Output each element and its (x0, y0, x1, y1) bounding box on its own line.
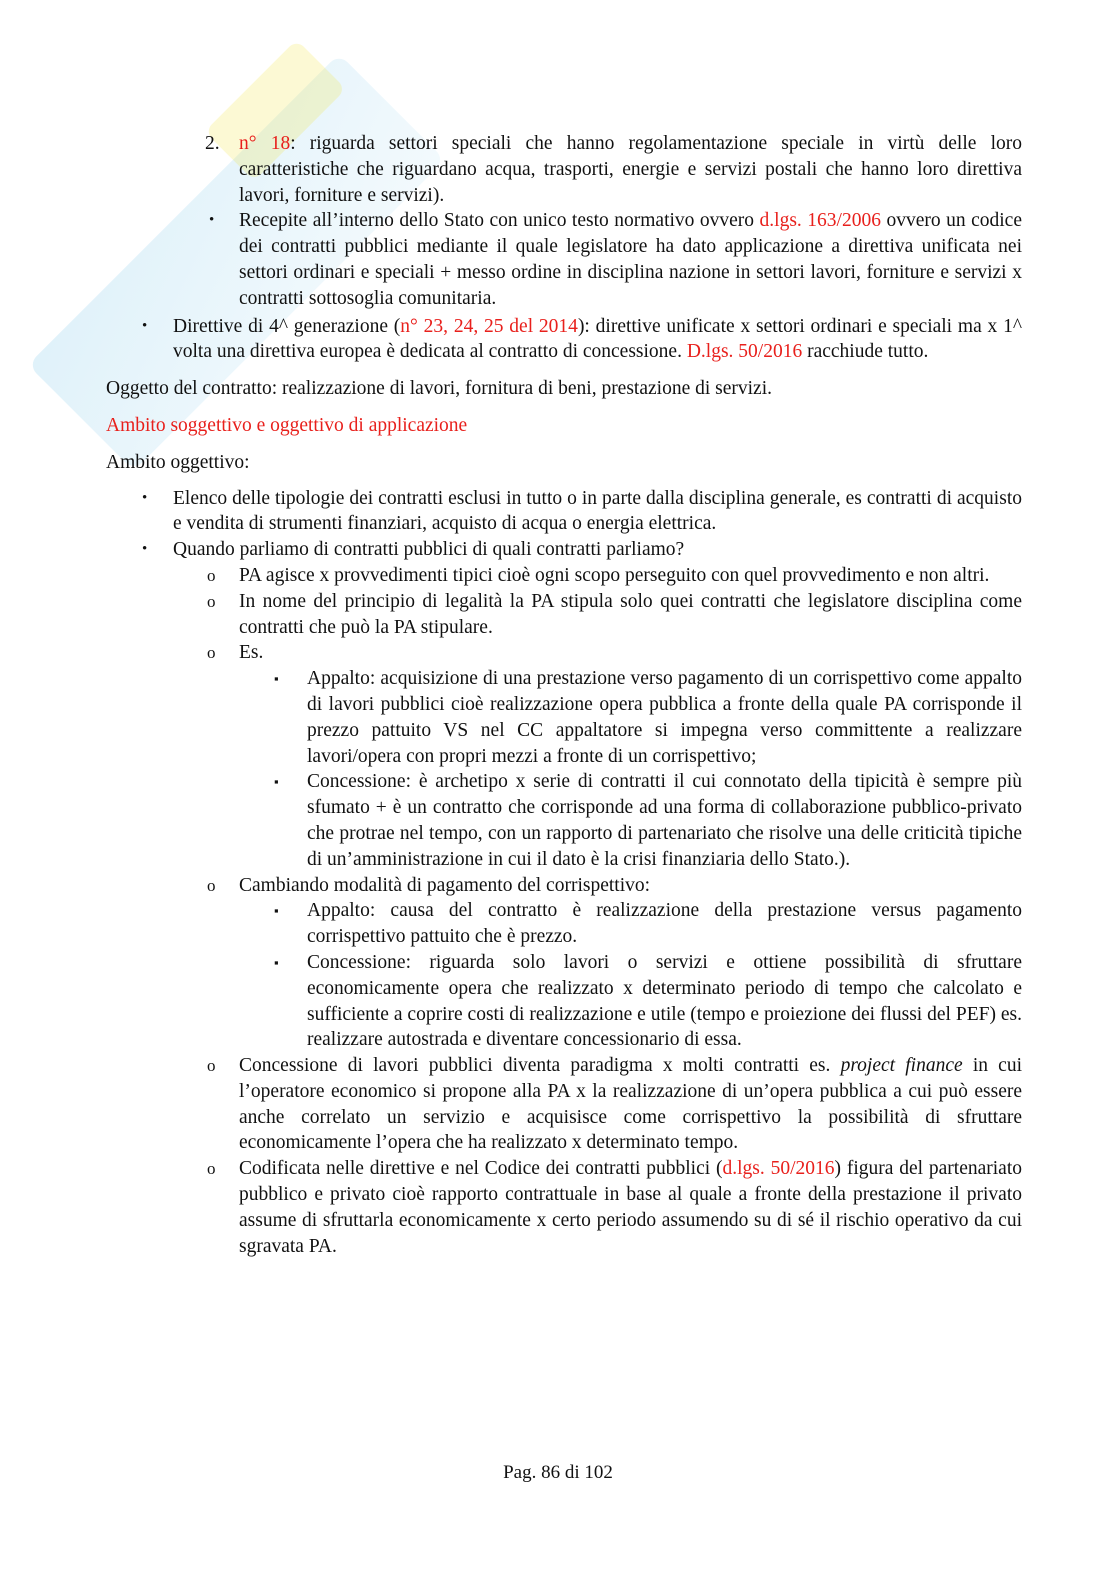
item-text-cont: ): direttive unificate x settori ordinari e speciali ma x 1^ volta una direttiva europea è dedicata al contratto di concessione. (173, 315, 1022, 363)
list-number: 2. (205, 133, 220, 154)
bullet-item-quando (106, 537, 1022, 563)
circle-marker: o (207, 591, 216, 611)
square-item-appalto (106, 666, 1022, 769)
item-text: PA agisce x provvedimenti tipici cioè ogni scopo perseguito con quel provvedimento e non altri. (239, 564, 990, 586)
bullet-item-elenco (106, 486, 1022, 538)
item-text: Direttive di 4^ generazione ( (173, 315, 401, 337)
item-text-cont: ovvero un codice dei contratti pubblici mediante il quale legislatore ha dato applicazione a direttiva unificata nei settori ordinari e speciali + messo ordine in disciplina nazione in settori lavori, forniture e servizi x contratti sottosoglia comunitaria. (239, 210, 1022, 309)
bullet-marker: • (142, 489, 148, 506)
square-marker: ▪ (274, 774, 279, 790)
circle-marker: o (207, 1159, 216, 1179)
law-reference: D.lgs. 50/2016 (686, 341, 803, 363)
item-text: Appalto: causa del contratto è realizzazione della prestazione versus pagamento corrispettivo pattuito che è prezzo. (307, 900, 1022, 948)
law-reference: d.lgs. 163/2006 (759, 210, 881, 232)
paragraph-ambito-oggettivo: Ambito oggettivo: (106, 451, 250, 473)
circle-item-codificata (106, 1156, 1022, 1259)
bullet-item-direttive (106, 314, 1022, 366)
circle-item-legalita (106, 589, 1022, 641)
numbered-item-18 (106, 131, 1022, 208)
section-heading: Ambito soggettivo e oggettivo di applicazione (106, 414, 468, 436)
item-text: Appalto: acquisizione di una prestazione verso pagamento di un corrispettivo come appalto di lavori pubblici cioè realizzazione opera pubblica a fronte della quale PA corrisponde il prezzo pattuito VS nel CC appaltatore si impegna verso committente a realizzare lavori/opera con propri mezzi a fronte di un corrispettivo; (307, 668, 1022, 767)
item-text-end: racchiude tutto. (802, 341, 929, 363)
item-text: Quando parliamo di contratti pubblici di quali contratti parliamo? (173, 539, 685, 561)
square-marker: ▪ (274, 671, 279, 687)
item-text: Es. (239, 642, 264, 664)
square-item-concessione (106, 769, 1022, 872)
circle-item-es (106, 640, 1022, 666)
square-marker: ▪ (274, 954, 279, 970)
circle-marker: o (207, 565, 216, 585)
circle-marker: o (207, 643, 216, 663)
item-text: Concessione di lavori pubblici diventa paradigma x molti contratti es. (239, 1055, 841, 1077)
bullet-marker: • (142, 317, 148, 334)
circle-item-project-finance (106, 1053, 1022, 1156)
italic-term: project finance (840, 1055, 963, 1077)
item-text: Elenco delle tipologie dei contratti esclusi in tutto o in parte dalla disciplina generale, es contratti di acquisto e vendita di strumenti finanziari, acquisto di acqua o energia elettrica. (173, 487, 1022, 535)
item-text: In nome del principio di legalità la PA stipula solo quei contratti che legislatore disciplina come contratti che può la PA stipulare. (239, 590, 1022, 638)
directive-reference: n° 23, 24, 25 del 2014 (400, 315, 578, 337)
bullet-marker: • (142, 541, 148, 558)
bullet-marker: • (209, 212, 215, 229)
directive-number: n° 18 (239, 133, 291, 154)
page-number-footer: Pag. 86 di 102 (503, 1462, 613, 1483)
circle-item-pa-agisce (106, 563, 1022, 589)
square-marker: ▪ (274, 903, 279, 919)
circle-marker: o (207, 875, 216, 895)
page-content (106, 131, 1022, 1259)
item-text-cont: in cui l’operatore economico si propone alla PA x la realizzazione di un’opera pubblica a cui può essere anche correlato un servizio e acquisisce come corrispettivo la possibilità di sfruttare economicamente l’opera che ha realizzato x determinato tempo. (239, 1055, 1022, 1154)
law-reference: d.lgs. 50/2016 (722, 1158, 835, 1180)
item-text: Recepite all’interno dello Stato con unico testo normativo ovvero (239, 210, 760, 232)
square-item-concessione-lavori (106, 950, 1022, 1053)
item-text: : riguarda settori speciali che hanno regolamentazione speciale in virtù delle loro caratteristiche che riguardano acqua, trasporti, energie e servizi postali che hanno loro direttiva lavori, forniture e servizi). (239, 133, 1022, 206)
item-text: Concessione: è archetipo x serie di contratti il cui connotato della tipicità è sempre più sfumato + è un contratto che corrisponde ad una forma di collaborazione pubblico-privato che protrae nel tempo, con un rapporto di partenariato che risolve una delle criticità tipiche di un’amministrazione in cui il dato è la crisi finanziaria dello Stato.). (307, 771, 1022, 870)
square-item-appalto-causa (106, 898, 1022, 950)
item-text-cont: ) figura del partenariato pubblico e privato cioè rapporto contrattuale in base al quale a fronte della prestazione il privato assume di sfruttarla economicamente x certo periodo assumendo su di sé il rischio operativo da cui sgravata PA. (239, 1158, 1022, 1257)
paragraph-oggetto: Oggetto del contratto: realizzazione di lavori, fornitura di beni, prestazione di servizi. (106, 378, 772, 400)
circle-marker: o (207, 1056, 216, 1076)
item-text: Cambiando modalità di pagamento del corrispettivo: (239, 874, 651, 896)
item-text: Codificata nelle direttive e nel Codice dei contratti pubblici ( (239, 1158, 723, 1180)
item-text: Concessione: riguarda solo lavori o servizi e ottiene possibilità di sfruttare economicamente opera che realizzato x determinato periodo di tempo che calcolato e sufficiente a coprire costi di realizzazione e utile (tempo e proiezione dei flussi del PEF) es. realizzare autostrada e diventare concessionario di essa. (307, 951, 1022, 1051)
bullet-item-recepite (106, 208, 1022, 311)
circle-item-cambiando (106, 873, 1022, 899)
